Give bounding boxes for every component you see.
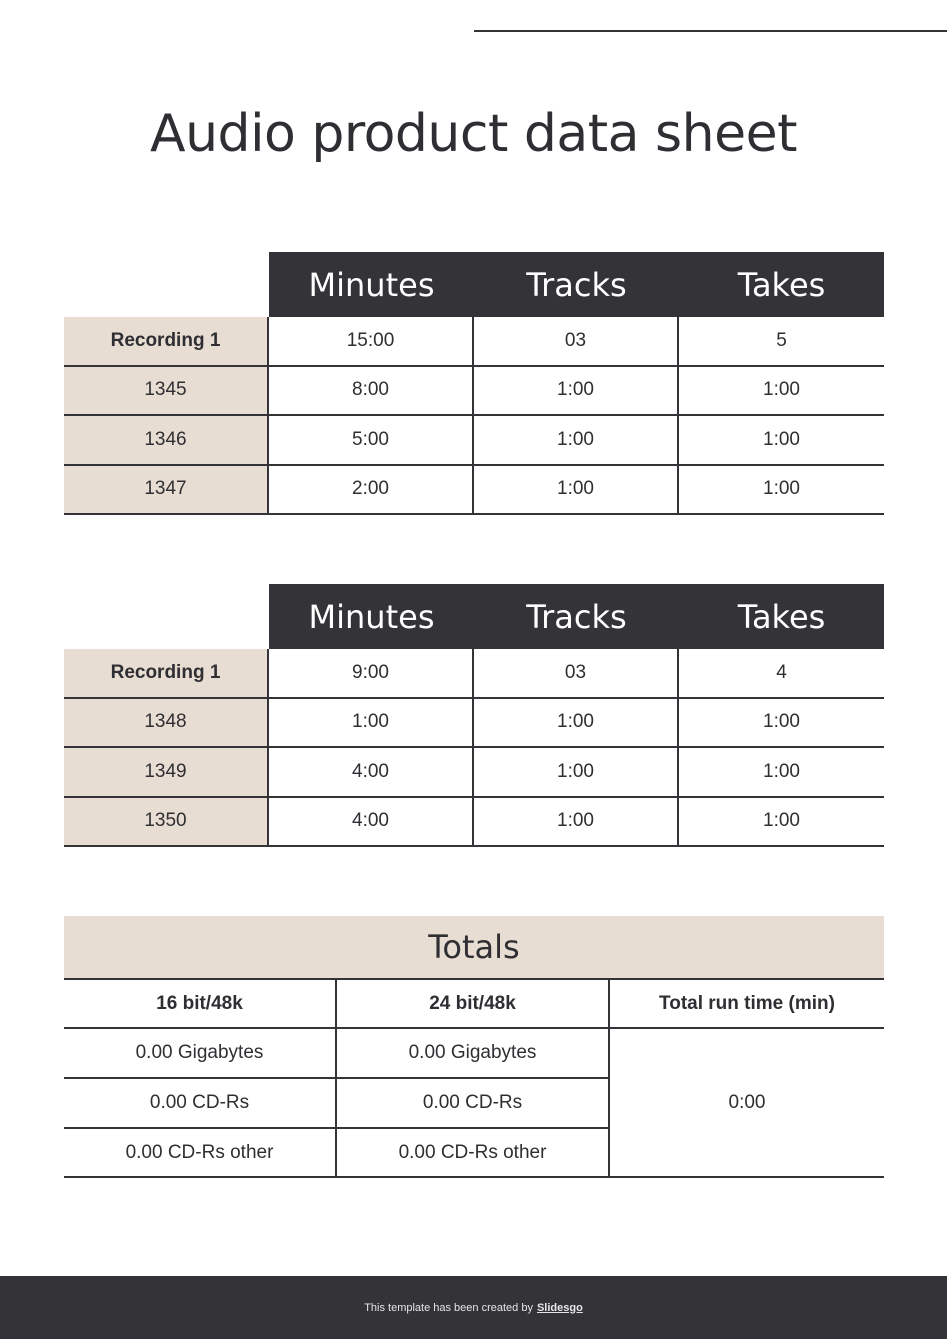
row-label: 1348 (64, 699, 269, 747)
table-cell: 5 (776, 329, 787, 351)
table-cell: 1:00 (763, 760, 800, 782)
column-header: Minutes (269, 584, 474, 649)
row-label: Recording 1 (64, 649, 269, 697)
table-row (64, 317, 884, 367)
totals-cell: 0.00 CD-Rs (64, 1079, 337, 1129)
table-row (64, 416, 884, 466)
table-cell: 4 (776, 661, 787, 683)
table-cell: 03 (474, 649, 679, 697)
row-label: 1349 (64, 748, 269, 796)
table-cell: 1:00 (474, 367, 679, 415)
table-cell: 1:00 (474, 699, 679, 747)
totals-cell: 0.00 Gigabytes (64, 1029, 337, 1079)
table-row (64, 367, 884, 417)
table-row (64, 748, 884, 798)
footer-text: This template has been created by (364, 1301, 533, 1314)
row-label: 1347 (64, 466, 269, 514)
page-title: Audio product data sheet (150, 104, 797, 164)
table-row (64, 466, 884, 516)
column-header: Takes (679, 252, 884, 317)
table-cell: 1:00 (763, 379, 800, 401)
table-cell: 9:00 (269, 649, 474, 697)
top-divider (474, 30, 947, 32)
row-label: 1346 (64, 416, 269, 464)
totals-cell: 0.00 CD-Rs other (337, 1129, 610, 1178)
table-cell: 1:00 (474, 466, 679, 514)
table-cell: 1:00 (763, 478, 800, 500)
slidesgo-link[interactable]: Slidesgo (536, 1301, 583, 1314)
table-cell: 1:00 (474, 798, 679, 846)
table-cell: 4:00 (269, 748, 474, 796)
table-header (64, 252, 884, 317)
table-cell: 2:00 (269, 466, 474, 514)
table-cell: 1:00 (269, 699, 474, 747)
table-cell: 8:00 (269, 367, 474, 415)
table-cell: 1:00 (763, 711, 800, 733)
row-label: Recording 1 (64, 317, 269, 365)
table-cell: 1:00 (763, 810, 800, 832)
recording-table-1 (64, 252, 884, 515)
totals-cell: 0.00 Gigabytes (337, 1029, 610, 1079)
column-header: Tracks (474, 252, 679, 317)
totals-cell: 0.00 CD-Rs other (64, 1129, 337, 1178)
table-cell: 1:00 (763, 428, 800, 450)
row-label: 1350 (64, 798, 269, 846)
column-header: Tracks (474, 584, 679, 649)
table-header (64, 584, 884, 649)
totals-cell: 0.00 CD-Rs (337, 1079, 610, 1129)
table-cell: 5:00 (269, 416, 474, 464)
table-cell: 4:00 (269, 798, 474, 846)
totals-header-16bit: 16 bit/48k (64, 980, 337, 1029)
row-label: 1345 (64, 367, 269, 415)
table-cell: 03 (474, 317, 679, 365)
totals-table (64, 916, 884, 1178)
footer (0, 1276, 947, 1339)
recording-table-2 (64, 584, 884, 847)
column-header: Minutes (269, 252, 474, 317)
total-run-time: 0:00 (610, 1029, 884, 1178)
column-header: Takes (679, 584, 884, 649)
table-cell: 15:00 (269, 317, 474, 365)
table-cell: 1:00 (474, 416, 679, 464)
table-cell: 1:00 (474, 748, 679, 796)
table-row (64, 649, 884, 699)
table-row (64, 798, 884, 848)
totals-title: Totals (64, 916, 884, 980)
totals-header-24bit: 24 bit/48k (337, 980, 610, 1029)
table-row (64, 699, 884, 749)
totals-header-runtime: Total run time (min) (610, 980, 884, 1029)
